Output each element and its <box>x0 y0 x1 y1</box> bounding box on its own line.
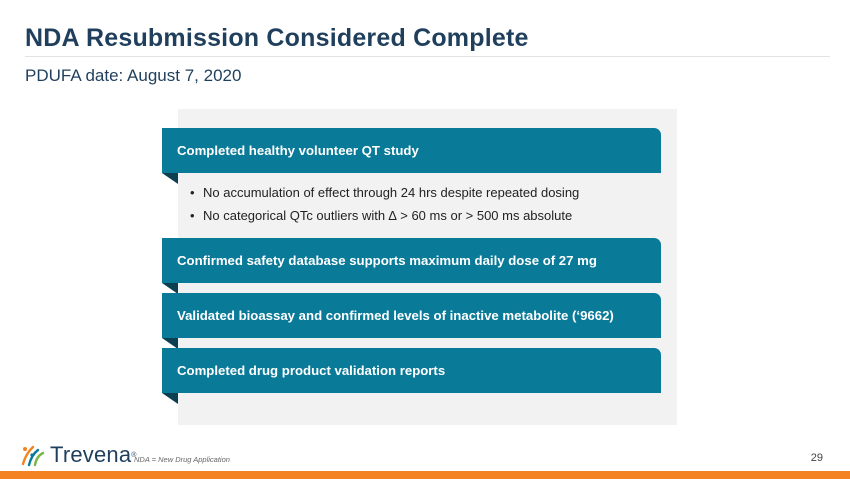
banner-label: Completed drug product validation reports <box>177 363 446 378</box>
trevena-logo-icon <box>20 442 46 468</box>
banner-fold <box>162 173 178 184</box>
logo-wordmark: Trevena <box>50 442 132 467</box>
footer-accent-bar <box>0 471 850 479</box>
banner-label: Validated bioassay and confirmed levels of inactive metabolite (‘9662) <box>177 308 614 323</box>
qt-study-bullets <box>190 184 579 230</box>
banner-qt-study <box>162 128 661 173</box>
banner-bioassay <box>162 293 661 338</box>
slide-subtitle: PDUFA date: August 7, 2020 <box>25 66 242 85</box>
page-number: 29 <box>810 452 823 464</box>
banner-fold <box>162 393 178 404</box>
banner-validation-reports <box>162 348 661 393</box>
slide-title: NDA Resubmission Considered Complete <box>25 24 529 52</box>
banner-label: Confirmed safety database supports maximum daily dose of 27 mg <box>177 253 597 268</box>
bullet-item: • No categorical QTc outliers with ∆ > 60 ms or > 500 ms absolute <box>190 208 573 223</box>
title-divider <box>25 56 830 57</box>
company-logo <box>20 440 136 470</box>
logo-trademark: ® <box>131 451 137 459</box>
banner-label: Completed healthy volunteer QT study <box>177 143 419 158</box>
footnote: NDA = New Drug Application <box>134 455 230 464</box>
banner-safety-database <box>162 238 661 283</box>
bullet-item: • No accumulation of effect through 24 hrs despite repeated dosing <box>190 185 580 200</box>
